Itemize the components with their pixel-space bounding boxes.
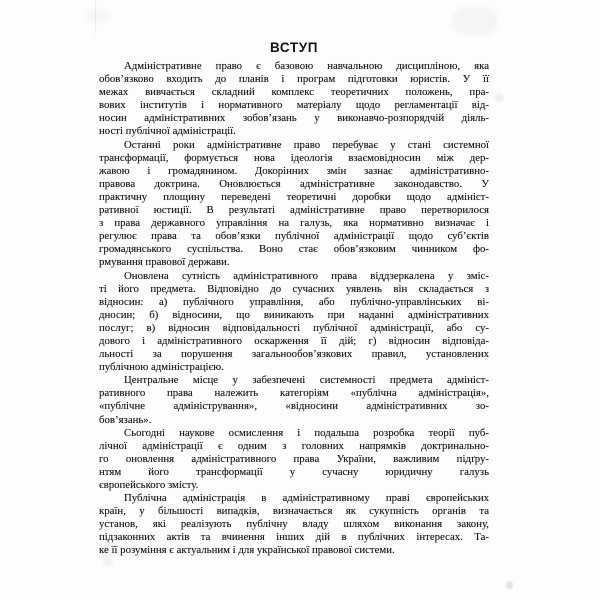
text-line: «публічне адміністрування», «відносини адміністративних зо- [99, 400, 489, 413]
scan-smudge [95, 0, 96, 34]
text-line: жавою і громадянином. Докорінних змін зазнає адміністративно- [99, 164, 489, 177]
text-line: льності за порушення загальнообов’язкових правил, установлених [99, 348, 489, 361]
text-line: правова доктрина. Оновлюється адміністративне законодавство. У [99, 177, 489, 190]
paragraph [99, 492, 489, 557]
text-line: дового і адміністративного оскарження її дій; г) відносин відповіда- [99, 334, 489, 347]
scan-smudge [494, 94, 504, 102]
text-line: Адміністративне право є базовою навчальною дисципліною, яка [124, 60, 489, 72]
text-line: го оновлення адміністративного права України, важливим підґру- [99, 452, 489, 465]
scan-smudge [452, 6, 498, 36]
paragraph [99, 427, 489, 492]
text-line: ності публічної адміністрації. [99, 125, 236, 138]
text-line: рмування правової держави. [99, 256, 230, 269]
text-line: дносин; б) відносини, що виникають при наданні адміністративних [99, 308, 489, 321]
text-line: вових інститутів і нормативного матеріалу щодо регламентації від- [99, 99, 489, 112]
text-line: трансформації, формується нова ідеологія взаємовідносин між дер- [99, 151, 489, 164]
text-line: Сьогодні наукове осмислення і подальша розробка теорії пуб- [124, 426, 489, 439]
text-line: публічною адміністрацією. [99, 361, 224, 374]
text-line: з права державного управління на галузь, яка нормативно визначає і [99, 217, 489, 230]
document-body [99, 60, 489, 558]
paragraph [99, 60, 489, 139]
text-line: бов’язань». [99, 413, 152, 426]
text-line: ративного права належить категоріям «публічна адміністрація», [99, 387, 489, 400]
text-line: лічної адміністрації є одним з головних напрямків доктринально- [99, 439, 489, 452]
text-line: ті його предмета. Відповідно до сучасних уявлень він складається з [99, 282, 489, 295]
text-line: Останні роки адміністративне право перебуває у стані системної [124, 138, 489, 151]
text-line: ративної юстиції. В результаті адміністративне право перетворилося [99, 204, 489, 217]
text-line: послуг; в) відносин відповідальності публічної адміністрації, або су- [99, 321, 489, 334]
text-line: країн, у більшості випадків, визначається як сукупність органів та [99, 505, 489, 518]
text-line: європейського змісту. [99, 479, 199, 491]
scan-smudge [86, 8, 110, 24]
text-line: обов’язково входить до планів і програм підготовки юристів. У її [99, 73, 489, 86]
text-line: Центральне місце у забезпечені системності предмета адмініст- [124, 374, 489, 387]
paragraph [99, 139, 489, 270]
text-line: носин адміністративних зобов’язань у виконавчо-розпорядчій діяль- [99, 112, 489, 125]
text-line: ке її розуміння є актуальним і для української правової системи. [99, 544, 395, 557]
text-line: установ, які реалізують публічну владу шляхом виконання закону, [99, 518, 489, 531]
text-line: відносин: а) публічного управління, або публічно-управлінських ві- [99, 295, 489, 308]
scan-smudge [506, 581, 513, 589]
text-line: межах вивчається складний комплекс теоретичних положень, пра- [99, 86, 489, 99]
paragraph [99, 374, 489, 426]
text-line: Публічна адміністрація в адміністративному праві європейських [124, 492, 489, 505]
text-line: практичну площину переведені теоретичні доробки щодо адмініст- [99, 190, 489, 203]
text-line: нтям його трансформації у сучасну юридичну галузь [99, 465, 489, 478]
paragraph [99, 270, 489, 375]
text-line: громадянського суспільства. Воно стає обов’язковим чинником фо- [99, 243, 489, 256]
text-line: Оновлена сутність адміністративного права віддзеркалена у зміс- [124, 269, 489, 282]
text-line: підзаконних актів та вчинення інших дій в публічних інтересах. Та- [99, 531, 489, 544]
page-title: ВСТУП [270, 40, 318, 55]
text-line: регулює права та обов’язки публічної адміністрації щодо суб’єктів [99, 230, 489, 243]
